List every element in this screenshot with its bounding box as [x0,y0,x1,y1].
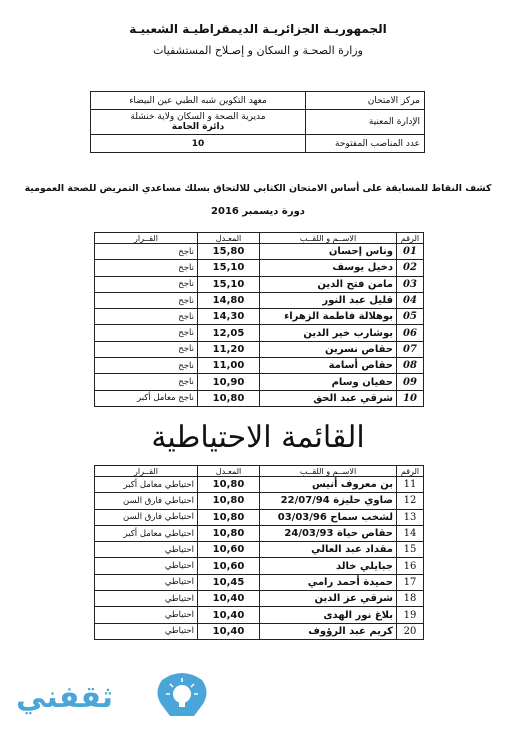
exam-info-table [90,91,425,153]
table-row [95,292,424,308]
table-row [95,542,424,558]
average-score: 14,30 [198,309,260,325]
average-score: 14,80 [198,292,260,308]
candidate-name: مقداد عبد العالي [260,542,397,558]
info-row [91,135,425,153]
results-table-body [95,244,424,407]
row-number: 18 [397,591,424,607]
column-header: المعـدل [198,233,260,244]
column-header: القــرار [95,233,198,244]
table-row [95,276,424,292]
info-value [91,110,306,135]
column-header: الرقم [397,466,424,477]
decision: ناجح [95,309,198,325]
candidate-name: دخيل يوسف [260,260,397,276]
decision: ناجح [95,325,198,341]
row-number: 19 [397,607,424,623]
table-row [95,309,424,325]
average-score: 10,80 [198,477,260,493]
row-number: 07 [397,341,424,357]
candidate-name: حقاص أسامة [260,358,397,374]
decision: ناجح [95,341,198,357]
info-row [91,110,425,135]
results-table [94,232,424,407]
info-label: عدد المناصب المفتوحة [306,135,425,153]
candidate-name: لشخب سماح 03/03/96 [260,509,397,525]
decision: احتياطي معامل أكبر [95,525,198,541]
average-score: 10,60 [198,542,260,558]
average-score: 12,05 [198,325,260,341]
candidate-name: وناس إحسان [260,244,397,260]
info-value: معهد التكوين شبه الطبي عين البيضاء [91,92,306,110]
average-score: 10,40 [198,623,260,639]
decision: ناجح [95,244,198,260]
decision: ناجح معامل أكبر [95,390,198,406]
decision: ناجح [95,358,198,374]
average-score: 10,60 [198,558,260,574]
average-score: 10,80 [198,390,260,406]
decision: احتياطي فارق السن [95,493,198,509]
reserve-table [94,465,424,640]
candidate-name: قليل عبد النور [260,292,397,308]
info-value: 10 [91,135,306,153]
table-row [95,390,424,406]
table-row [95,591,424,607]
candidate-name: جبايلي خالد [260,558,397,574]
row-number: 16 [397,558,424,574]
table-header-row [95,233,424,244]
candidate-name: كريم عبد الرؤوف [260,623,397,639]
table-row [95,525,424,541]
table-row [95,607,424,623]
candidate-name: مامن فتح الدين [260,276,397,292]
row-number: 05 [397,309,424,325]
average-score: 11,20 [198,341,260,357]
republic-heading: الجمهوريـة الجزائريـة الديمقراطيـة الشعبيـة [129,22,387,36]
average-score: 10,90 [198,374,260,390]
table-row [95,558,424,574]
row-number: 09 [397,374,424,390]
decision: احتياطي [95,623,198,639]
decision: ناجح [95,292,198,308]
average-score: 10,40 [198,607,260,623]
info-value-line: دائرة الحامة [171,122,225,132]
average-score: 10,40 [198,591,260,607]
row-number: 14 [397,525,424,541]
decision: احتياطي معامل أكبر [95,477,198,493]
candidate-name: حميدة أحمد رامي [260,574,397,590]
candidate-name: حفيان وسام [260,374,397,390]
row-number: 11 [397,477,424,493]
candidate-name: شرقي عز الدين [260,591,397,607]
average-score: 11,00 [198,358,260,374]
decision: احتياطي [95,607,198,623]
average-score: 10,80 [198,493,260,509]
candidate-name: ضاوي حليزة 22/07/94 [260,493,397,509]
lightbulb-icon [154,672,210,724]
reserve-list-title: القائمة الاحتياطية [151,420,365,455]
row-number: 01 [397,244,424,260]
decision: احتياطي فارق السن [95,509,198,525]
table-header-row [95,466,424,477]
column-header: القــرار [95,466,198,477]
decision: ناجح [95,260,198,276]
row-number: 02 [397,260,424,276]
row-number: 08 [397,358,424,374]
table-row [95,623,424,639]
average-score: 15,10 [198,276,260,292]
candidate-name: شرقي عبد الحق [260,390,397,406]
table-row [95,325,424,341]
column-header: الرقم [397,233,424,244]
decision: احتياطي [95,574,198,590]
session-label: دورة ديسمبر 2016 [211,206,305,217]
column-header: الاســم و اللقــب [260,466,397,477]
average-score: 10,80 [198,525,260,541]
candidate-name: بوشارب خير الدين [260,325,397,341]
candidate-name: بلاغ نور الهدى [260,607,397,623]
column-header: المعـدل [198,466,260,477]
row-number: 12 [397,493,424,509]
candidate-name: حقاص نسرين [260,341,397,357]
row-number: 17 [397,574,424,590]
row-number: 13 [397,509,424,525]
table-row [95,244,424,260]
table-row [95,493,424,509]
table-row [95,477,424,493]
site-watermark [6,670,216,730]
candidate-name: بن معروف أنيس [260,477,397,493]
document-title: كشف النقاط للمسابقة على أساس الامتحان الكتابي للالتحاق بسلك مساعدي التمريض للصحة العمومية [24,183,492,194]
info-label: مركز الامتحان [306,92,425,110]
ministry-heading: وزارة الصحـة و السكان و إصـلاح المستشفيات [153,44,363,57]
table-row [95,260,424,276]
row-number: 04 [397,292,424,308]
candidate-name: بوهلالة فاطمة الزهراء [260,309,397,325]
candidate-name: حقاص حياة 24/03/93 [260,525,397,541]
average-score: 10,45 [198,574,260,590]
decision: ناجح [95,374,198,390]
column-header: الاســم و اللقــب [260,233,397,244]
table-row [95,509,424,525]
decision: احتياطي [95,542,198,558]
table-row [95,374,424,390]
average-score: 15,80 [198,244,260,260]
row-number: 10 [397,390,424,406]
row-number: 15 [397,542,424,558]
info-value-line: مديرية الصحة و السكان ولاية خنشلة [130,112,266,122]
table-row [95,341,424,357]
reserve-table-body [95,477,424,640]
info-label: الإدارة المعنية [306,110,425,135]
average-score: 10,80 [198,509,260,525]
row-number: 20 [397,623,424,639]
average-score: 15,10 [198,260,260,276]
row-number: 03 [397,276,424,292]
decision: احتياطي [95,558,198,574]
row-number: 06 [397,325,424,341]
info-row [91,92,425,110]
table-row [95,574,424,590]
decision: احتياطي [95,591,198,607]
watermark-text: ثقفني [16,680,114,715]
table-row [95,358,424,374]
decision: ناجح [95,276,198,292]
